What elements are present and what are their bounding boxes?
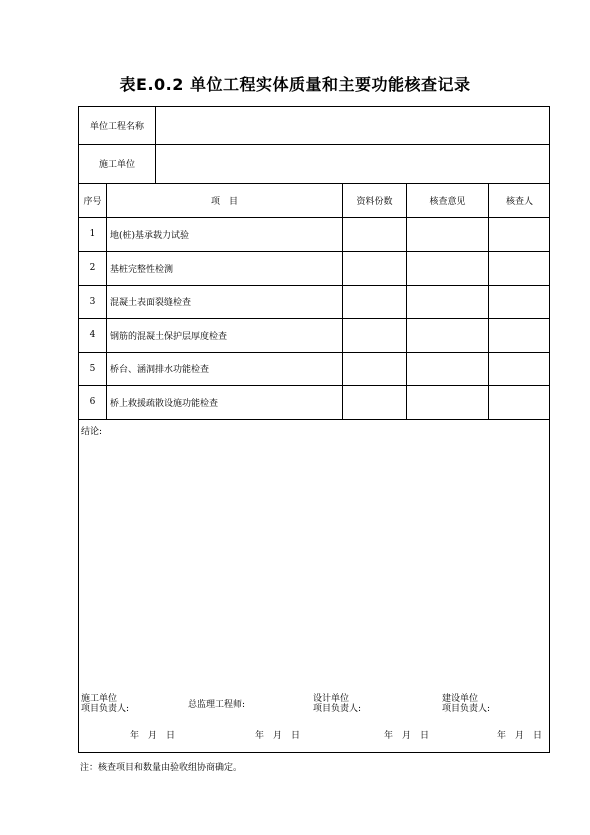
col-header-no: 序号 xyxy=(83,196,102,207)
design-unit-label: 设计单位 xyxy=(313,694,350,704)
design-unit-signature xyxy=(313,694,361,714)
divider xyxy=(488,183,489,419)
footnote: 注：核查项目和数量由验收组协商确定。 xyxy=(80,763,243,773)
row-no: 5 xyxy=(89,363,96,374)
divider xyxy=(342,183,343,419)
unit-project-name-value[interactable] xyxy=(156,106,549,144)
row-item: 钢筋的混凝土保护层厚度检查 xyxy=(110,331,228,342)
owner-unit-signature xyxy=(442,694,490,714)
row-no: 3 xyxy=(89,296,96,307)
row-no: 6 xyxy=(89,397,96,407)
row-item: 混凝土表面裂缝检查 xyxy=(110,298,192,308)
row-item: 桥上救援疏散设施功能检查 xyxy=(110,398,219,409)
col-header-checker: 核查人 xyxy=(505,196,533,207)
divider xyxy=(106,183,107,419)
date-construction: 年 月 日 xyxy=(130,731,176,741)
row-no: 4 xyxy=(89,330,96,340)
row-item: 桥台、涵洞排水功能检查 xyxy=(110,365,210,375)
row-no: 1 xyxy=(89,229,96,239)
construction-pm-label: 项目负责人: xyxy=(81,704,130,714)
chief-supervisor-label: 总监理工程师: xyxy=(188,700,246,710)
construction-unit-value[interactable] xyxy=(156,144,549,183)
page-title: 表E.0.2 单位工程实体质量和主要功能核查记录 xyxy=(119,75,471,94)
divider xyxy=(78,419,550,420)
col-header-doc-count: 资料份数 xyxy=(356,196,393,207)
construction-unit-label: 施工单位 xyxy=(81,694,118,704)
owner-pm-label: 项目负责人: xyxy=(442,704,491,714)
date-owner: 年 月 日 xyxy=(497,731,543,741)
design-pm-label: 项目负责人: xyxy=(313,704,362,714)
construction-unit-label: 施工单位 xyxy=(98,160,135,170)
date-design: 年 月 日 xyxy=(384,731,430,741)
conclusion-label: 结论: xyxy=(81,426,103,437)
col-header-check-opinion: 核查意见 xyxy=(429,196,466,207)
col-header-item: 项 目 xyxy=(210,196,238,207)
row-item: 基桩完整性检测 xyxy=(110,264,174,275)
date-supervisor: 年 月 日 xyxy=(255,731,301,741)
construction-unit-signature xyxy=(81,694,129,714)
owner-unit-label: 建设单位 xyxy=(442,694,479,704)
row-no: 2 xyxy=(89,263,96,273)
row-item: 地(桩)基承载力试验 xyxy=(110,230,190,241)
divider xyxy=(406,183,407,419)
unit-project-name-label: 单位工程名称 xyxy=(89,121,144,132)
